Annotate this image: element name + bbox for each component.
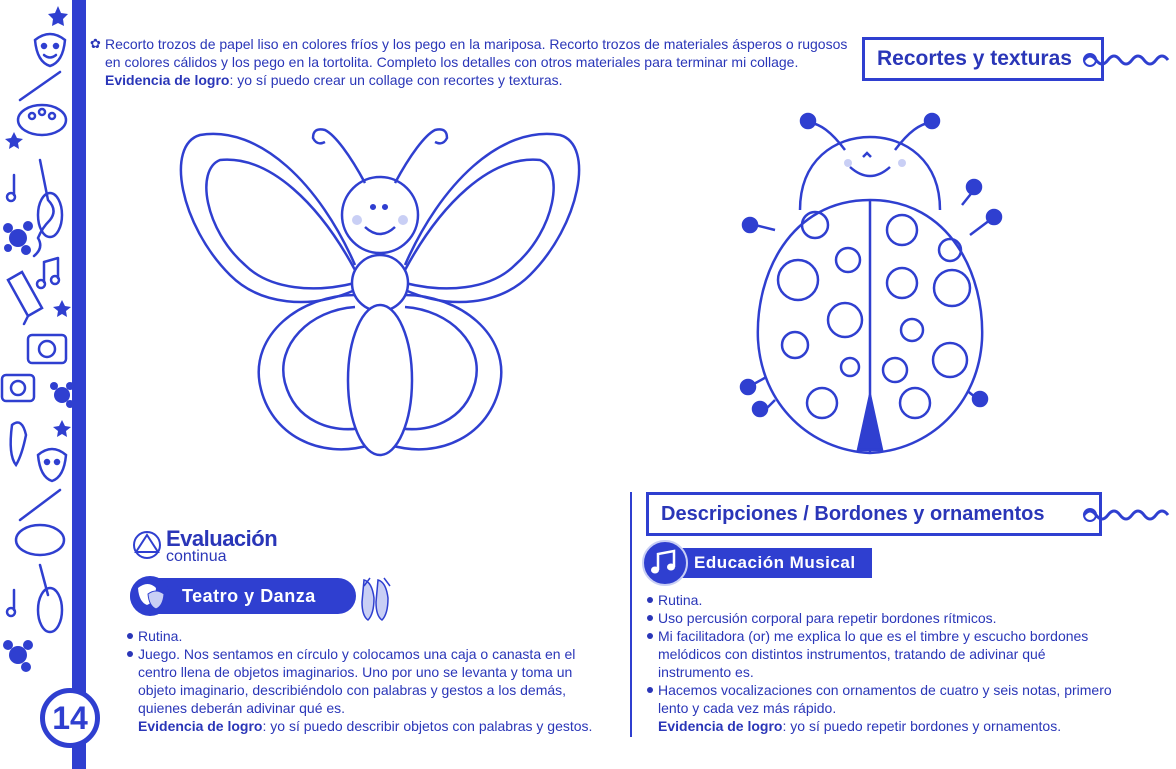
evaluacion-title: Evaluación: [166, 526, 278, 551]
splat-icon: [3, 221, 33, 255]
palette-icon: [18, 72, 66, 135]
star-icon: [5, 132, 23, 149]
pencil-icon: [8, 272, 42, 324]
educacion-musical-label: Educación Musical: [694, 553, 856, 572]
list-item: Juego. Nos sentamos en círculo y colocamos una caja o canasta en el centro llena de objetos imaginarios. Uno por uno se levanta y toma un objeto imaginario, describiéndolo con palabras y gestos a los demás, quienes deberán adivinar qué es.: [126, 645, 612, 717]
evaluacion-subtitle: continua: [166, 548, 227, 565]
violin-icon-2: [38, 565, 62, 632]
music-note-icon-2: [7, 590, 15, 616]
intro-text: Recorto trozos de papel liso en colores fríos y los pego en la mariposa. Recorto trozos de materiales ásperos o rugosos en colores cálidos y los pego en la tortolita. Completo los detalles con otros materiales para terminar mi collage.: [105, 36, 848, 70]
list-item: Uso percusión corporal para repetir bordones rítmicos.: [646, 609, 1116, 627]
musical-list: [646, 591, 1116, 735]
star-icon: [53, 300, 71, 317]
sidebar-accent-bar: [72, 0, 86, 769]
star-icon: [53, 420, 71, 437]
list-item: Hacemos vocalizaciones con ornamentos de cuatro y seis notas, primero lento y cada vez más rápido.: [646, 681, 1116, 717]
rope-decoration-icon-2: [1082, 505, 1176, 525]
section-title-descripciones: [646, 492, 1102, 536]
intro-evidence-label: Evidencia de logro: [105, 72, 230, 88]
triangle-circle-icon: [132, 530, 162, 560]
teatro-danza-label: Teatro y Danza: [182, 585, 316, 606]
section-title-recortes-text: Recortes y texturas: [877, 47, 1072, 70]
list-item-evidence: [126, 717, 612, 735]
theater-masks-icon: [128, 574, 172, 618]
teatro-evidence-text: : yo sí puedo describir objetos con palabras y gestos.: [262, 718, 593, 734]
butterfly-illustration: [170, 115, 590, 475]
ballet-shoe-icon: [11, 423, 26, 465]
mask-icon-2: [38, 449, 66, 481]
palette-icon-2: [16, 490, 64, 555]
ladybug-illustration: [730, 105, 1020, 465]
musical-evidence-label: Evidencia de logro: [658, 718, 783, 734]
intro-evidence-text: : yo sí puedo crear un collage con recortes y texturas.: [229, 72, 563, 88]
ballet-shoes-icon: [356, 576, 396, 624]
splat-icon: [50, 382, 74, 408]
educacion-musical-badge: [660, 548, 872, 578]
musical-evidence-text: : yo sí puedo repetir bordones y ornamentos.: [782, 718, 1062, 734]
section-title-descripciones-text: Descripciones / Bordones y ornamentos: [661, 502, 1045, 525]
list-item: Rutina.: [126, 627, 612, 645]
decorative-sidebar: [0, 0, 86, 769]
rope-decoration-icon: [1082, 50, 1176, 70]
column-divider: [630, 492, 632, 737]
list-item: Rutina.: [646, 591, 1116, 609]
page-number: 14: [40, 688, 100, 748]
splat-icon: [3, 640, 33, 672]
section-title-recortes: [862, 37, 1104, 81]
teatro-evidence-label: Evidencia de logro: [138, 718, 263, 734]
mask-icon: [35, 34, 65, 66]
list-item: Mi facilitadora (or) me explica lo que es el timbre y escucho bordones melódicos con distintos instrumentos, tratando de adivinar qué instrumento es.: [646, 627, 1116, 681]
violin-icon: [34, 160, 62, 256]
list-item-evidence: [646, 717, 1116, 735]
teatro-list: [126, 627, 612, 735]
star-icon: [48, 6, 68, 26]
intro-block: [90, 35, 850, 89]
flower-bullet-icon: ✿: [90, 36, 101, 51]
music-note-badge-icon: [642, 540, 688, 586]
